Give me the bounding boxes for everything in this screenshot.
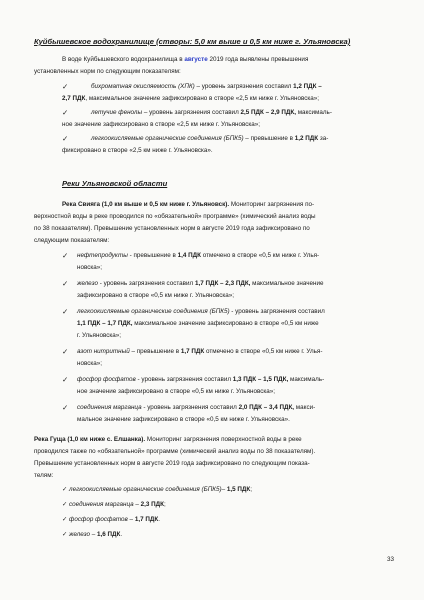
- item-text: – уровень загрязнения составил: [194, 83, 294, 90]
- item-text: - уровень загрязнения составил: [229, 308, 325, 315]
- checkmark-icon: ✓: [62, 82, 69, 91]
- list-item: [77, 250, 319, 263]
- paragraph-line: по 38 показателям). Превышение установленных норм в августе 2019 года зафиксировано по: [34, 225, 310, 232]
- item-text: - превышение в: [127, 252, 178, 259]
- list-item: [62, 484, 252, 497]
- indicator-name: железо: [69, 531, 90, 538]
- list-item-continuation: [62, 93, 319, 106]
- list-item-continuation: [77, 318, 319, 331]
- list-item: [77, 278, 324, 291]
- item-value: 1,6 ПДК: [97, 531, 121, 538]
- paragraph-line: проводился также по «обязательной» программе (химический анализ воды по 38 показателям).: [34, 448, 316, 455]
- item-text: отмечено в створе «0,5 км ниже г. Улья-: [201, 252, 320, 259]
- indicator-name: фосфор фосфатов: [69, 516, 128, 523]
- item-text: – превышение в: [243, 135, 295, 142]
- checkmark-icon: ✓: [62, 375, 69, 384]
- section-title: Реки Ульяновской области: [62, 179, 168, 188]
- indicator-name: бихроматная окисляемость (ХПК): [91, 83, 195, 90]
- checkmark-icon: ✓: [62, 251, 69, 260]
- item-text: за-: [318, 135, 329, 142]
- list-item-continuation: зафиксировано в створе «0,5 км ниже г. Ульяновска»;: [77, 292, 235, 299]
- item-text: – уровень загрязнения составил: [142, 109, 241, 116]
- item-value: 1,7 ПДК: [134, 516, 159, 523]
- page-title: Куйбышевское водохранилище (створы: 5,0 км выше и 0,5 км ниже г. Ульяновска): [34, 37, 351, 46]
- highlighted-month: августе: [184, 56, 208, 63]
- item-value: 1,5 ПДК: [226, 486, 251, 493]
- list-item: [77, 402, 315, 415]
- item-text: максималь-: [295, 109, 332, 116]
- list-item: [91, 107, 332, 120]
- item-value: 1,4 ПДК: [177, 252, 201, 259]
- item-text: отмечено в створе «0,5 км ниже г. Улья-: [204, 348, 323, 355]
- item-text: максимальное значение зафиксировано в створе «0,5 км ниже: [132, 320, 319, 327]
- paragraph-text: Мониторинг загрязнения поверхностной воды в реке: [145, 436, 302, 443]
- checkmark-icon: ✓: [62, 531, 68, 538]
- indicator-name: легкоокисляемые органические соединения (БПК5): [69, 486, 222, 493]
- list-item-continuation: новска»;: [77, 264, 103, 271]
- item-text: .: [158, 516, 160, 523]
- indicator-name: легкоокисляемые органические соединения (БПК5): [77, 308, 230, 315]
- paragraph-line: верхностной воды в реке проводился по «обязательной» программе» (химический анализ воды: [34, 213, 316, 220]
- paragraph-text: В воде Куйбышевского водохранилища в: [62, 56, 185, 63]
- item-text: максималь-: [288, 376, 325, 383]
- checkmark-icon: ✓: [62, 501, 68, 508]
- indicator-name: легкоокисляемые органические соединения (БПК5): [91, 135, 244, 142]
- indicator-name: железо: [77, 280, 98, 287]
- list-item: [91, 81, 322, 94]
- list-item: [62, 499, 166, 512]
- item-text: .: [120, 531, 123, 538]
- checkmark-icon: ✓: [62, 516, 68, 523]
- item-text: ;: [164, 501, 166, 508]
- item-value: 1,7 ПДК – 2,3 ПДК,: [194, 280, 251, 287]
- checkmark-icon: ✓: [62, 108, 69, 117]
- item-value: 2,5 ПДК – 2,9 ПДК,: [240, 109, 296, 116]
- list-item-continuation: фиксировано в створе «2,5 км ниже г. Ульяновска».: [62, 147, 213, 154]
- indicator-name: летучие фенолы: [91, 109, 143, 116]
- paragraph-line: Превышение установленных норм в августе 2019 года зафиксировано по следующим показа-: [34, 460, 310, 467]
- list-item: [77, 306, 325, 319]
- indicator-name: азот нитритный: [77, 348, 130, 355]
- item-value: 1,2 ПДК –: [293, 83, 322, 90]
- page-number: 33: [387, 556, 395, 563]
- checkmark-icon: ✓: [62, 307, 69, 316]
- checkmark-icon: ✓: [62, 134, 69, 143]
- list-item-continuation: ное значение зафиксировано в створе «0,5 км ниже г. Ульяновска»;: [77, 388, 276, 395]
- indicator-name: нефтепродукты: [77, 252, 128, 259]
- item-value: 2,0 ПДК – 3,4 ПДК,: [238, 404, 295, 411]
- item-text: максимальное значение: [250, 280, 324, 287]
- river-heading: Река Свияга (1,0 км выше и 0,5 км ниже г. Ульяновск).: [62, 201, 230, 208]
- list-item: [91, 133, 328, 146]
- paragraph-text: 2019 года выявлены превышения: [207, 56, 309, 63]
- item-text: - уровень загрязнения составил: [97, 280, 195, 287]
- list-item: [62, 514, 160, 527]
- item-text: –: [133, 501, 141, 508]
- list-item: [62, 529, 122, 542]
- list-item: [77, 346, 322, 359]
- item-value: 1,3 ПДК – 1,5 ПДК,: [232, 376, 289, 383]
- item-text: –: [221, 486, 227, 493]
- item-text: макси-: [294, 404, 316, 411]
- item-value: 1,2 ПДК: [294, 135, 319, 142]
- list-item-continuation: мальное значение зафиксировано в створе «0,5 км ниже г. Ульяновска».: [77, 416, 290, 423]
- paragraph-line: [62, 54, 308, 67]
- item-text: –: [90, 531, 98, 538]
- list-item: [77, 374, 324, 387]
- paragraph-line: телям:: [34, 472, 54, 479]
- item-value: 1,1 ПДК – 1,7 ПДК,: [77, 320, 133, 327]
- checkmark-icon: ✓: [62, 403, 69, 412]
- item-text: ;: [250, 486, 252, 493]
- river-heading: Река Гуща (1,0 км ниже с. Елшанка).: [34, 436, 146, 443]
- checkmark-icon: ✓: [62, 486, 68, 493]
- paragraph-line: установленных норм по следующим показателям:: [34, 68, 181, 75]
- paragraph-line: [62, 199, 314, 212]
- item-text: - уровень загрязнения составил: [141, 404, 239, 411]
- item-value: 2,7 ПДК: [62, 95, 86, 102]
- paragraph-line: следующим показателям:: [34, 237, 110, 244]
- item-text: – превышение в: [129, 348, 181, 355]
- item-text: –: [127, 516, 135, 523]
- list-item-continuation: новска»;: [77, 360, 103, 367]
- list-item-continuation: ное значение зафиксировано в створе «2,5 км ниже г. Ульяновска»;: [62, 121, 261, 128]
- indicator-name: фосфор фосфатов: [77, 376, 136, 383]
- indicator-name: соединения марганца: [77, 404, 142, 411]
- checkmark-icon: ✓: [62, 347, 69, 356]
- item-value: 1,7 ПДК: [180, 348, 205, 355]
- indicator-name: соединения марганца: [69, 501, 134, 508]
- item-value: 2,3 ПДК: [140, 501, 165, 508]
- paragraph-line: [34, 434, 302, 447]
- item-text: , максимальное значение зафиксировано в створе «2,5 км ниже г. Ульяновска»;: [85, 95, 320, 102]
- checkmark-icon: ✓: [62, 279, 69, 288]
- item-text: - уровень загрязнения составил: [135, 376, 233, 383]
- list-item-continuation: г. Ульяновска»;: [77, 332, 122, 339]
- paragraph-text: Мониторинг загрязнения по-: [229, 201, 315, 208]
